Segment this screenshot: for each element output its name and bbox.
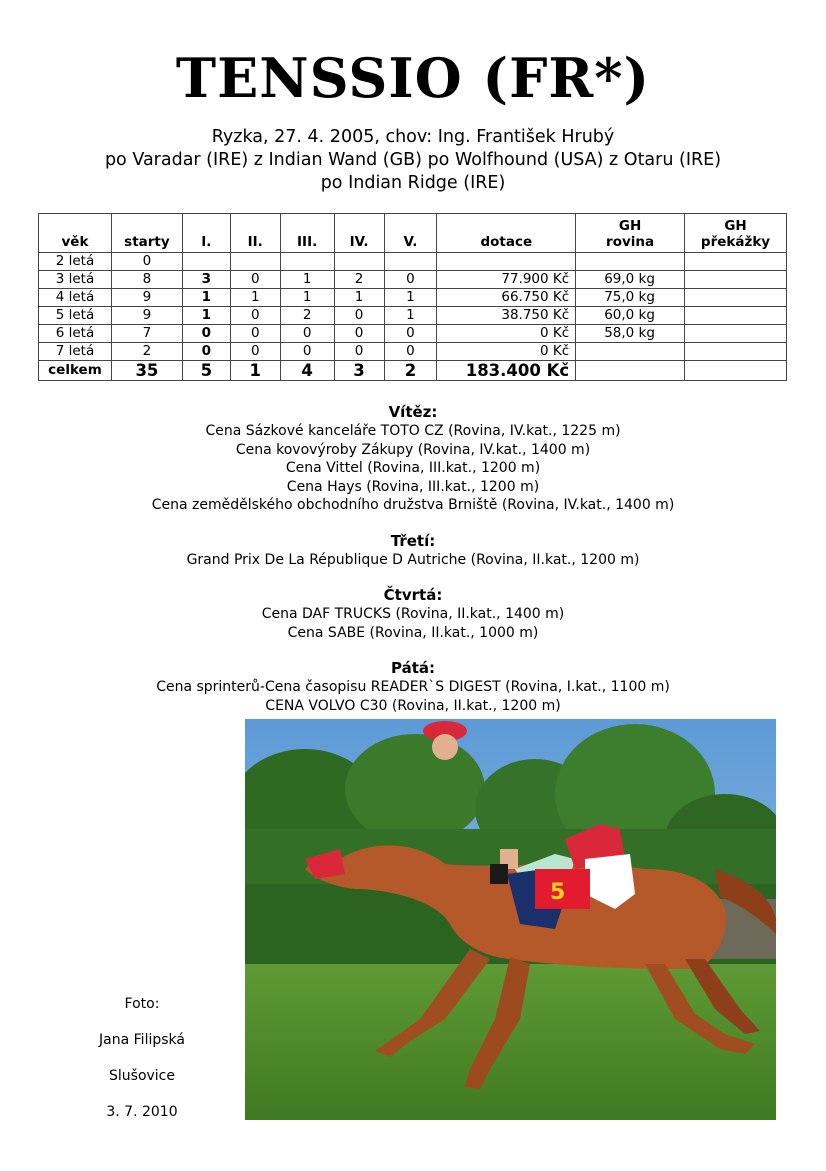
table-cell: 69,0 kg — [576, 271, 685, 289]
table-cell — [437, 253, 576, 271]
total-cell: 2 — [384, 361, 437, 381]
race-entry: Grand Prix De La République D Autriche (Rovina, II.kat., 1200 m) — [186, 551, 640, 568]
table-cell — [685, 325, 787, 343]
table-cell — [182, 253, 230, 271]
result-group — [0, 659, 826, 715]
table-cell: 2 — [280, 307, 334, 325]
table-row — [39, 253, 787, 271]
table-header-row — [39, 214, 787, 253]
header-second: II. — [230, 214, 280, 253]
table-row — [39, 307, 787, 325]
race-entry: Cena Hays (Rovina, III.kat., 1200 m) — [286, 478, 540, 495]
table-cell: 0 — [230, 325, 280, 343]
total-cell: celkem — [39, 361, 112, 381]
table-cell — [685, 307, 787, 325]
race-entry: Cena Sázkové kanceláře TOTO CZ (Rovina, IV.kat., 1225 m) — [205, 423, 621, 439]
table-cell: 8 — [111, 271, 182, 289]
table-cell: 0 Kč — [437, 325, 576, 343]
placement-heading: Pátá: — [390, 659, 435, 677]
table-cell — [576, 253, 685, 271]
table-cell: 6 letá — [39, 325, 112, 343]
table-cell — [280, 253, 334, 271]
svg-text:5: 5 — [550, 880, 566, 905]
pedigree-line: po Varadar (IRE) z Indian Wand (GB) po Wolfhound (USA) z Otaru (IRE) — [104, 150, 722, 170]
table-cell — [230, 253, 280, 271]
credit-line: Slušovice — [109, 1068, 175, 1084]
table-cell — [384, 253, 437, 271]
table-cell: 58,0 kg — [576, 325, 685, 343]
header-fourth: IV. — [334, 214, 384, 253]
total-cell: 35 — [111, 361, 182, 381]
table-cell — [685, 289, 787, 307]
table-cell: 9 — [111, 307, 182, 325]
total-cell: 4 — [280, 361, 334, 381]
total-cell — [685, 361, 787, 381]
table-cell: 0 — [334, 307, 384, 325]
table-cell: 1 — [230, 289, 280, 307]
table-row — [39, 343, 787, 361]
credit-line: Foto: — [124, 996, 160, 1012]
photo-credit — [62, 995, 222, 1139]
total-cell — [576, 361, 685, 381]
table-cell: 1 — [280, 271, 334, 289]
race-results — [0, 403, 826, 732]
table-cell: 0 — [111, 253, 182, 271]
placement-heading: Čtvrtá: — [383, 586, 443, 604]
race-entry: Cena zemědělského obchodního družstva Brniště (Rovina, IV.kat., 1400 m) — [151, 497, 675, 513]
table-row — [39, 289, 787, 307]
table-cell: 0 Kč — [437, 343, 576, 361]
table-cell: 1 — [384, 307, 437, 325]
table-cell: 5 letá — [39, 307, 112, 325]
race-entry: Cena DAF TRUCKS (Rovina, II.kat., 1400 m) — [261, 606, 565, 622]
horse-name-title: TENSSIO (FR*) — [175, 46, 651, 110]
table-cell: 0 — [182, 325, 230, 343]
result-group — [0, 586, 826, 642]
table-cell: 2 letá — [39, 253, 112, 271]
table-cell: 77.900 Kč — [437, 271, 576, 289]
table-cell: 7 letá — [39, 343, 112, 361]
header-first: I. — [182, 214, 230, 253]
table-cell — [334, 253, 384, 271]
race-entry: Cena kovovýroby Zákupy (Rovina, IV.kat., 1400 m) — [235, 441, 591, 458]
total-cell: 183.400 Kč — [437, 361, 576, 381]
race-entry: Cena SABE (Rovina, II.kat., 1000 m) — [287, 624, 539, 641]
table-cell: 75,0 kg — [576, 289, 685, 307]
table-cell: 0 — [280, 343, 334, 361]
table-cell: 38.750 Kč — [437, 307, 576, 325]
table-cell — [576, 343, 685, 361]
header-prize-money: dotace — [437, 214, 576, 253]
result-group — [0, 403, 826, 515]
table-cell — [685, 343, 787, 361]
table-row — [39, 325, 787, 343]
table-cell: 0 — [230, 343, 280, 361]
header-gh-flat: GH rovina — [576, 214, 685, 253]
pedigree-line: po Indian Ridge (IRE) — [320, 173, 506, 193]
table-cell: 0 — [384, 271, 437, 289]
placement-heading: Vítěz: — [388, 403, 438, 421]
table-cell: 0 — [230, 307, 280, 325]
table-cell — [685, 253, 787, 271]
table-cell — [685, 271, 787, 289]
table-cell: 1 — [384, 289, 437, 307]
pedigree-block — [0, 126, 826, 195]
result-group — [0, 532, 826, 570]
pedigree-line: Ryzka, 27. 4. 2005, chov: Ing. František Hrubý — [211, 127, 615, 147]
header-gh-hurdles: GH překážky — [685, 214, 787, 253]
table-cell: 9 — [111, 289, 182, 307]
header-fifth: V. — [384, 214, 437, 253]
table-cell: 1 — [280, 289, 334, 307]
credit-line: Jana Filipská — [99, 1032, 185, 1048]
race-entry: CENA VOLVO C30 (Rovina, II.kat., 1200 m) — [265, 697, 561, 714]
table-cell: 0 — [384, 343, 437, 361]
table-cell: 66.750 Kč — [437, 289, 576, 307]
table-cell: 0 — [334, 325, 384, 343]
header-starts: starty — [111, 214, 182, 253]
table-row — [39, 271, 787, 289]
table-cell: 7 — [111, 325, 182, 343]
race-statistics-table — [38, 213, 787, 381]
placement-heading: Třetí: — [390, 531, 436, 550]
header-third: III. — [280, 214, 334, 253]
table-cell: 4 letá — [39, 289, 112, 307]
total-cell: 5 — [182, 361, 230, 381]
table-cell: 0 — [182, 343, 230, 361]
table-cell: 1 — [182, 307, 230, 325]
table-cell: 0 — [230, 271, 280, 289]
table-cell: 1 — [334, 289, 384, 307]
header-age: věk — [39, 214, 112, 253]
race-entry: Cena sprinterů-Cena časopisu READER`S DIGEST (Rovina, I.kat., 1100 m) — [156, 679, 670, 695]
horse-race-photo — [245, 719, 776, 1120]
table-cell: 3 — [182, 271, 230, 289]
credit-line: 3. 7. 2010 — [106, 1104, 178, 1120]
table-cell: 0 — [334, 343, 384, 361]
table-cell: 1 — [182, 289, 230, 307]
table-cell: 60,0 kg — [576, 307, 685, 325]
table-cell: 2 — [334, 271, 384, 289]
race-entry: Cena Vittel (Rovina, III.kat., 1200 m) — [285, 460, 541, 476]
table-total-row — [39, 361, 787, 381]
table-cell: 0 — [280, 325, 334, 343]
table-cell: 2 — [111, 343, 182, 361]
table-cell: 0 — [384, 325, 437, 343]
table-cell: 3 letá — [39, 271, 112, 289]
total-cell: 1 — [230, 361, 280, 381]
total-cell: 3 — [334, 361, 384, 381]
